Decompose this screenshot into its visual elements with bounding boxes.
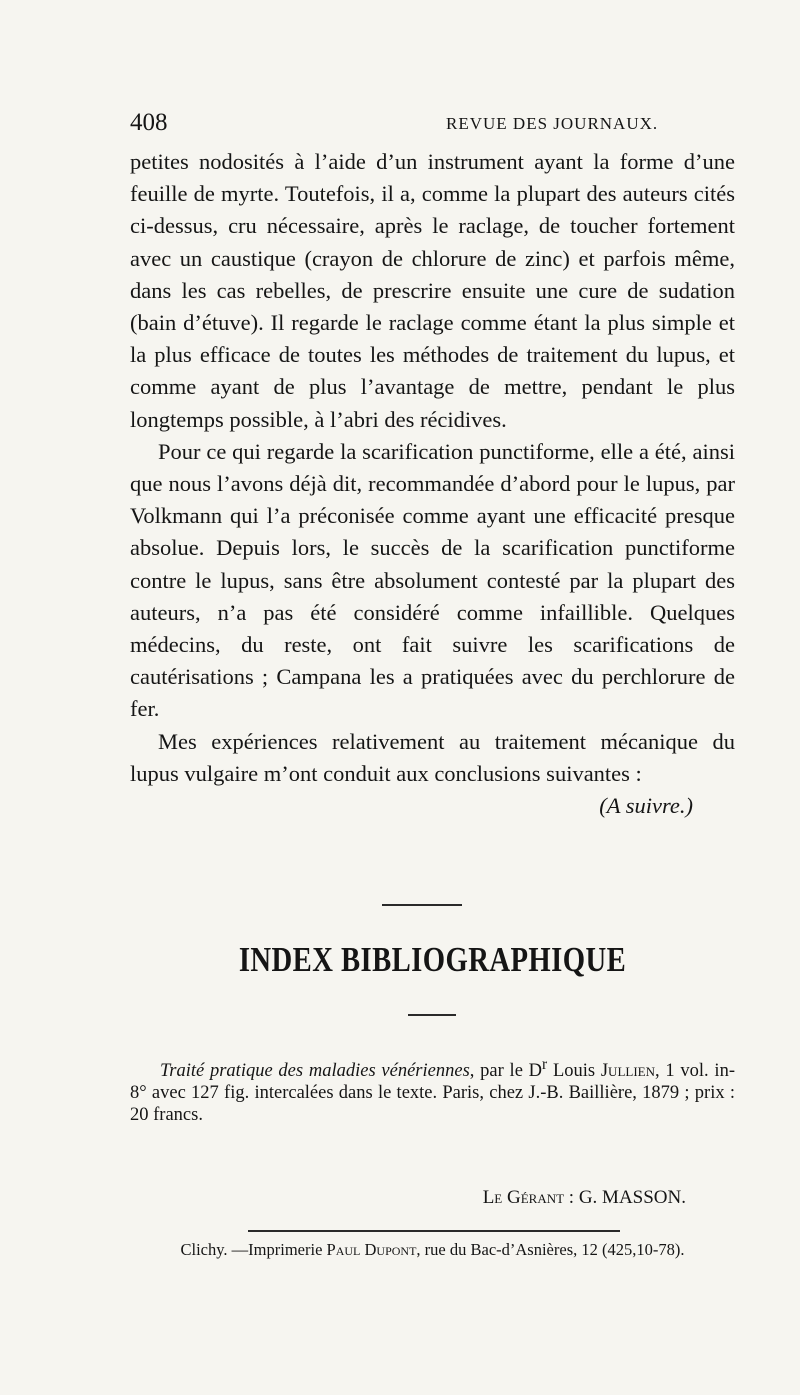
- doctor-abbrev: r: [542, 1056, 548, 1073]
- author-last-name: Jullien: [600, 1061, 655, 1082]
- bibliography-entry: [130, 1054, 735, 1126]
- paragraph: Mes expériences relativement au traitement mécanique du lupus vulgaire m’ont conduit aux conclusions suivantes :: [130, 728, 735, 786]
- section-divider-top: [382, 904, 462, 906]
- section-title: INDEX BIBLIOGRAPHIQUE: [238, 940, 627, 979]
- manager-label: Le Gérant :: [482, 1187, 575, 1208]
- to-be-continued-note: (A suivre.): [599, 793, 693, 819]
- author-first-name: Louis: [547, 1061, 601, 1082]
- bibliography-section: [130, 1054, 735, 1126]
- book-details: , 1 vol. in-8° avec 127 fig. intercalées dans le texte. Paris, chez J.-B. Baillière, 1879 ; prix : 20 francs.: [130, 1061, 735, 1126]
- running-title: REVUE DES JOURNAUX.: [446, 114, 659, 133]
- running-header: [130, 106, 734, 140]
- article-body: [130, 146, 735, 822]
- imprint-address: , rue du Bac-d’Asnières, 12 (425,10-78).: [416, 1240, 685, 1259]
- footer-rule: [248, 1230, 620, 1232]
- section-divider-bottom: [408, 1014, 456, 1016]
- author-prefix: , par le D: [469, 1061, 543, 1082]
- book-title: Traité pratique des maladies vénériennes: [160, 1061, 470, 1082]
- manager-name: G. MASSON.: [574, 1187, 686, 1208]
- imprint-city: Clichy. —Imprimerie: [180, 1240, 327, 1259]
- manager-signature: [130, 1185, 686, 1211]
- paragraph: petites nodosités à l’aide d’un instrument ayant la forme d’une feuille de myrte. Toutefois, il a, comme la plupart des auteurs cités ci-dessus, cru nécessaire, après le raclage, de toucher fortement avec un caustique (crayon de chlorure de zinc) et parfois même, dans les cas rebelles, de prescrire ensuite une cure de sudation (bain d’étuve). Il regarde le raclage comme étant la plus simple et la plus efficace de toutes les méthodes de traitement du lupus, et comme ayant de plus l’avantage de mettre, pendant le plus longtemps possible, à l’abri des récidives.: [130, 149, 735, 432]
- page-number: 408: [130, 109, 168, 136]
- imprint-printer: Paul Dupont: [326, 1240, 417, 1259]
- paragraph: Pour ce qui regarde la scarification punctiforme, elle a été, ainsi que nous l’avons déjà dit, recommandée d’abord pour le lupus, par Volkmann qui l’a préconisée comme ayant une efficacité presque absolue. Depuis lors, le succès de la scarification punctiforme contre le lupus, sans être absolument contesté par la plupart des auteurs, n’a pas été considéré comme infaillible. Quelques médecins, du reste, ont fait suivre les scarifications de cautérisations ; Campana les a pratiquées avec du perchlorure de fer.: [130, 438, 735, 722]
- printer-imprint: [130, 1238, 735, 1262]
